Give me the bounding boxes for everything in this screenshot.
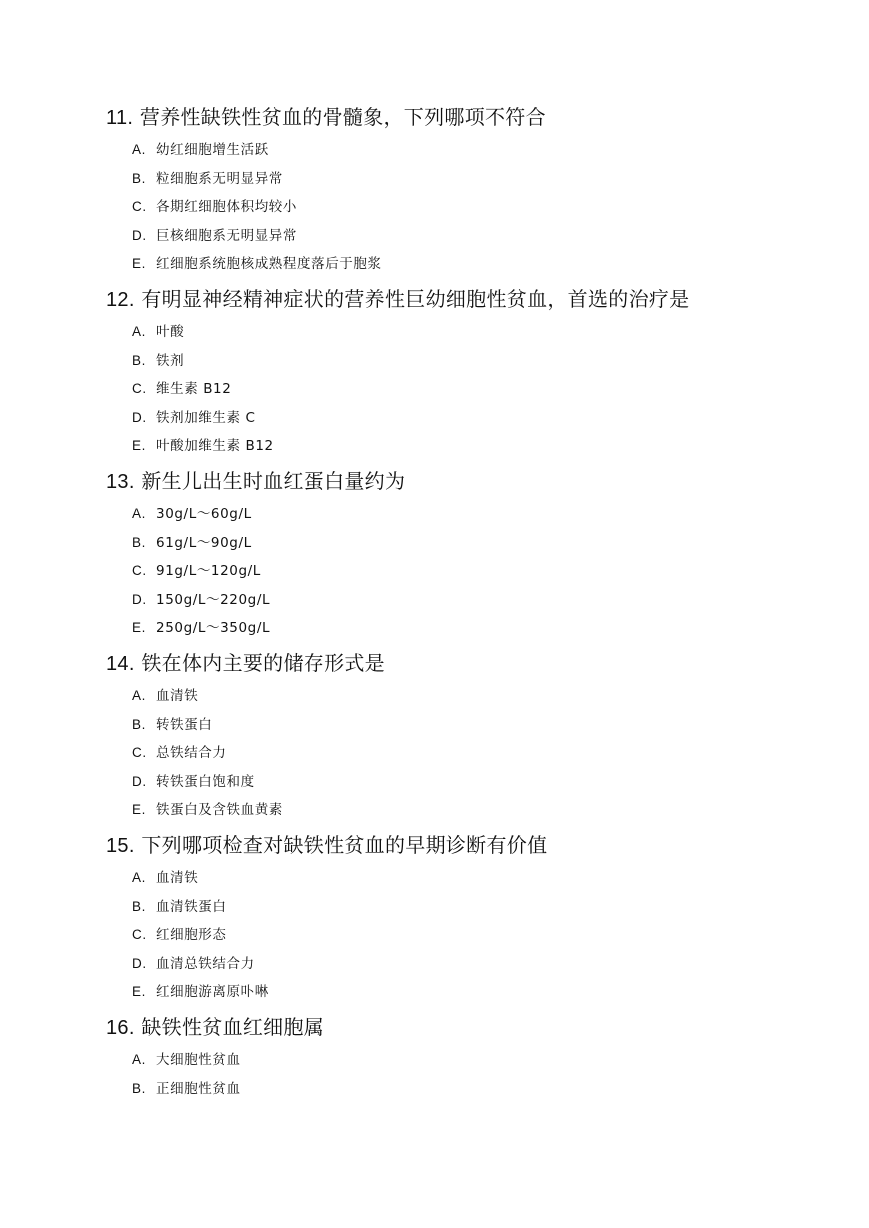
question-text: 缺铁性贫血红细胞属	[141, 1015, 325, 1039]
option-b	[132, 352, 826, 370]
option-letter: E.	[132, 620, 146, 635]
option-letter: C.	[132, 927, 147, 942]
option-c	[132, 562, 826, 580]
option-letter: E.	[132, 438, 146, 453]
option-e	[132, 437, 826, 455]
option-letter: D.	[132, 227, 147, 243]
option-b	[132, 170, 826, 188]
option-text: 维生素 B12	[156, 381, 232, 397]
option-e	[132, 801, 826, 819]
option-letter: A.	[132, 688, 146, 703]
option-text: 转铁蛋白饱和度	[156, 773, 255, 790]
option-c	[132, 198, 826, 216]
option-c	[132, 380, 826, 398]
option-letter: C.	[132, 745, 147, 760]
question-title	[106, 1015, 826, 1039]
option-list	[106, 323, 826, 455]
option-list	[106, 141, 826, 273]
option-letter: A.	[132, 506, 146, 521]
option-letter: D.	[132, 409, 147, 425]
option-b	[132, 534, 826, 552]
option-text: 大细胞性贫血	[156, 1052, 241, 1068]
option-letter: E.	[132, 256, 146, 271]
option-text: 150g/L～220g/L	[156, 591, 271, 608]
question-number: 14.	[106, 653, 135, 675]
option-list	[106, 869, 826, 1001]
question-number: 12.	[106, 289, 135, 311]
option-e	[132, 983, 826, 1001]
option-c	[132, 744, 826, 762]
option-text: 30g/L～60g/L	[156, 506, 252, 522]
option-text: 铁剂	[156, 352, 185, 369]
option-letter: B.	[132, 898, 146, 914]
option-e	[132, 255, 826, 273]
option-text: 叶酸	[156, 324, 185, 340]
option-letter: D.	[132, 773, 147, 789]
option-letter: B.	[132, 534, 146, 550]
option-a	[132, 505, 826, 523]
option-letter: B.	[132, 716, 146, 732]
option-c	[132, 926, 826, 944]
option-letter: B.	[132, 1080, 146, 1096]
option-text: 红细胞系统胞核成熟程度落后于胞浆	[156, 256, 382, 272]
option-letter: D.	[132, 955, 147, 971]
question-11	[106, 105, 826, 284]
option-a	[132, 323, 826, 341]
option-letter: E.	[132, 984, 146, 999]
option-b	[132, 1080, 826, 1098]
option-d	[132, 773, 826, 791]
option-text: 铁剂加维生素 C	[156, 409, 256, 426]
question-title	[106, 287, 826, 311]
question-title	[106, 651, 826, 675]
option-text: 91g/L～120g/L	[156, 563, 261, 579]
question-text: 铁在体内主要的储存形式是	[141, 651, 385, 675]
option-text: 血清铁蛋白	[156, 898, 227, 915]
option-text: 幼红细胞增生活跃	[156, 142, 269, 158]
option-text: 铁蛋白及含铁血黄素	[156, 802, 283, 818]
question-14	[106, 651, 826, 830]
question-13	[106, 469, 826, 648]
option-letter: C.	[132, 563, 147, 578]
option-letter: A.	[132, 870, 146, 885]
option-d	[132, 955, 826, 973]
option-text: 红细胞游离原卟啉	[156, 984, 269, 1000]
option-text: 正细胞性贫血	[156, 1080, 241, 1097]
option-e	[132, 619, 826, 637]
option-d	[132, 409, 826, 427]
question-16	[106, 1015, 826, 1108]
option-letter: D.	[132, 591, 147, 607]
option-text: 叶酸加维生素 B12	[156, 438, 274, 454]
option-list	[106, 505, 826, 637]
option-letter: A.	[132, 324, 146, 339]
option-text: 巨核细胞系无明显异常	[156, 227, 297, 244]
option-letter: B.	[132, 170, 146, 186]
option-text: 血清铁	[156, 870, 199, 886]
option-letter: B.	[132, 352, 146, 368]
option-text: 血清铁	[156, 688, 199, 704]
question-title	[106, 833, 826, 857]
option-text: 转铁蛋白	[156, 716, 213, 733]
question-text: 下列哪项检查对缺铁性贫血的早期诊断有价值	[141, 833, 548, 857]
option-b	[132, 898, 826, 916]
question-text: 有明显神经精神症状的营养性巨幼细胞性贫血，首选的治疗是	[141, 287, 690, 311]
option-text: 红细胞形态	[156, 927, 227, 943]
question-text: 新生儿出生时血红蛋白量约为	[141, 469, 406, 493]
option-text: 血清总铁结合力	[156, 955, 255, 972]
option-a	[132, 1051, 826, 1069]
question-number: 13.	[106, 471, 135, 493]
option-letter: E.	[132, 802, 146, 817]
option-letter: A.	[132, 1052, 146, 1067]
question-text: 营养性缺铁性贫血的骨髓象，下列哪项不符合	[139, 105, 546, 129]
option-letter: C.	[132, 199, 147, 214]
option-letter: A.	[132, 142, 146, 157]
option-list	[106, 1051, 826, 1098]
question-15	[106, 833, 826, 1012]
option-text: 250g/L～350g/L	[156, 620, 271, 636]
option-b	[132, 716, 826, 734]
option-letter: C.	[132, 381, 147, 396]
option-text: 总铁结合力	[156, 745, 227, 761]
question-number: 16.	[106, 1017, 135, 1039]
option-text: 粒细胞系无明显异常	[156, 170, 283, 187]
option-a	[132, 869, 826, 887]
option-text: 61g/L～90g/L	[156, 534, 252, 551]
question-number: 11.	[106, 107, 134, 129]
question-12	[106, 287, 826, 466]
option-list	[106, 687, 826, 819]
option-text: 各期红细胞体积均较小	[156, 199, 297, 215]
option-d	[132, 591, 826, 609]
option-a	[132, 141, 826, 159]
option-a	[132, 687, 826, 705]
question-title	[106, 105, 826, 129]
option-d	[132, 227, 826, 245]
question-title	[106, 469, 826, 493]
question-number: 15.	[106, 835, 135, 857]
